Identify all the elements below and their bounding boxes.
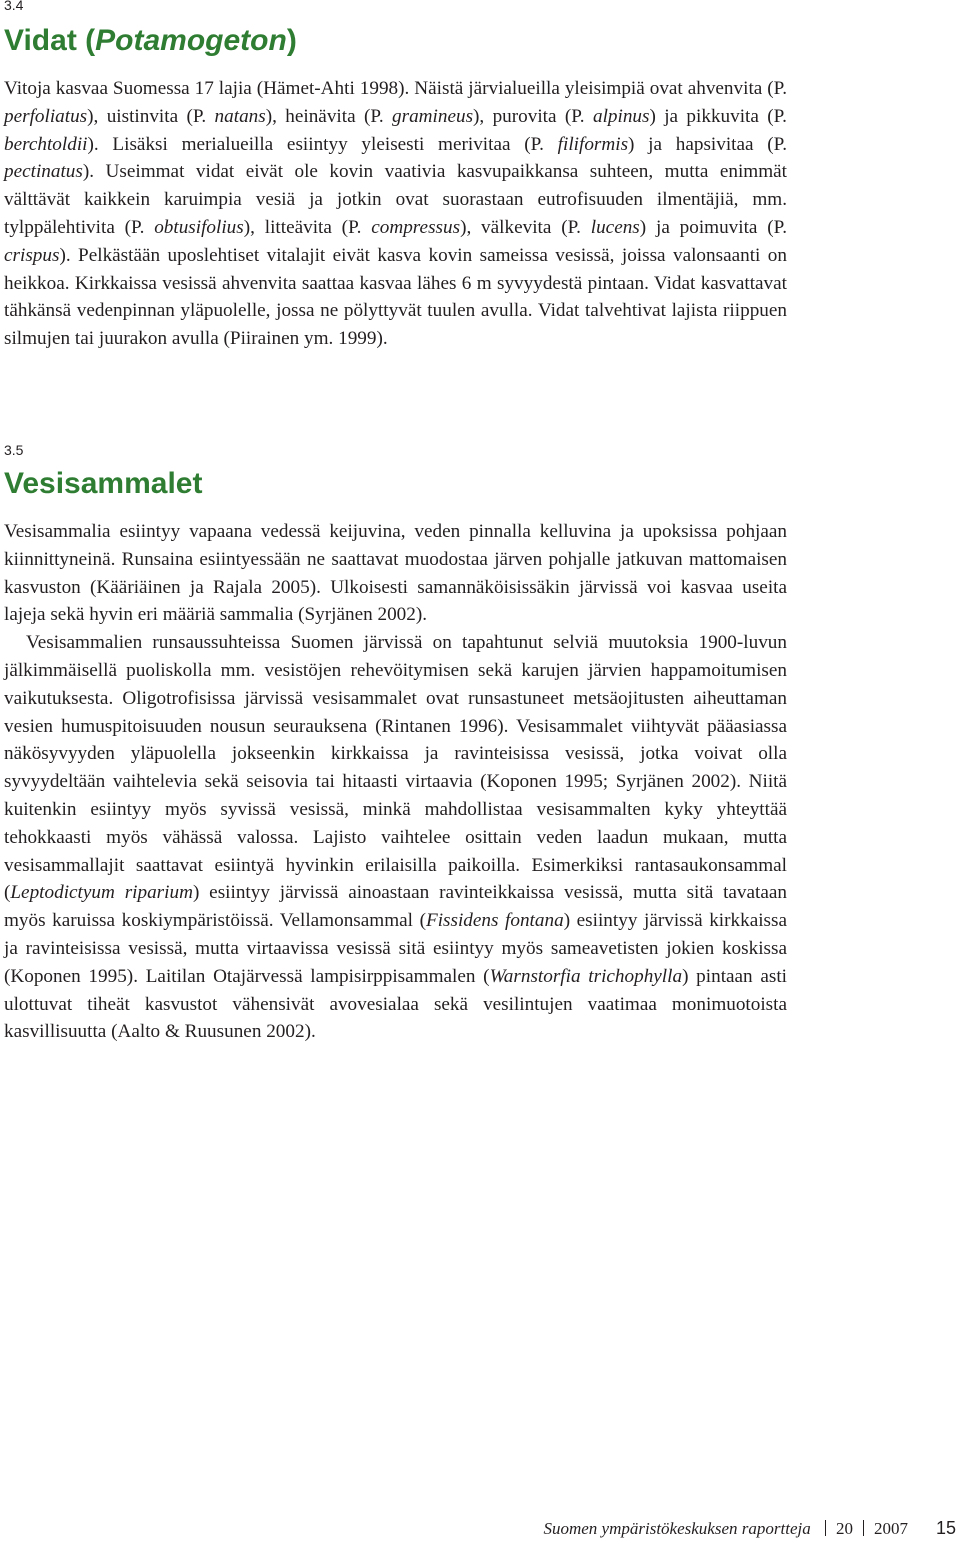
italic-term: pectinatus [4,161,83,183]
heading-text: Vesisammalet [4,467,203,500]
section-body [4,75,787,353]
footer-divider [825,1520,826,1536]
page-footer [543,1516,956,1541]
heading-close: ) [286,24,297,57]
footer-report-number: 20 [835,1519,853,1538]
text-run: ) pintaan asti ulottuvat tiheät kasvustot vähensivät avovesialaa sekä vesilintujen vaatimaa monimuotoista kasvillisuutta (Aalto & Ruusunen 2002). [4,965,787,1043]
heading-text: Vidat ( [4,24,96,57]
text-run: Vesisammalia esiintyy vapaana vedessä keijuvina, veden pinnalla kelluvina ja upoksissa pohjaan kiinnittyneinä. Runsaina esiintyessään ne saattavat muodostaa järven pohjalle jatkuvan mattomaisen kasvuston (Kääriäinen ja Rajala 2005). Ulkoisesti samannäköisissäkin järvissä voi kasvaa useita lajeja sekä hyvin eri määriä sammalia (Syrjänen 2002). [4,521,787,626]
italic-term: compressus [371,216,461,238]
text-run: ), litteävita (P. [243,216,372,238]
italic-term: obtusifolius [154,216,244,238]
footer-divider [863,1520,864,1536]
section-number: 3.5 [4,442,24,458]
italic-term: filiformis [557,133,629,155]
section-number: 3.4 [4,0,24,13]
heading-italic-text: Potamogeton [95,24,287,57]
text-run: ) esiintyy järvissä ainoastaan ravinteikkaissa vesissä, mutta sitä tavataan myös karuissa koskiympäristöissä. Vellamonsammal ( [4,882,788,932]
footer-series-name: Suomen ympäristökeskuksen raportteja [543,1519,811,1538]
text-run: ). Useimmat vidat eivät ole kovin vaativia kasvupaikkansa suhteen, mutta enimmät välttävät kaikkein karuimpia vesiä ja jotkin ovat suorastaan eutrofisuuden ilmentäjiä, mm. tylppälehtivita (P. [4,161,787,238]
text-run: ) ja poimuvita (P. [639,216,787,238]
section-body [4,518,787,1046]
section-heading [4,23,297,59]
italic-term: lucens [590,216,640,238]
footer-year: 2007 [873,1519,908,1538]
text-run: ), välkevita (P. [460,216,591,238]
text-run: ) ja hapsivitaa (P. [628,133,787,155]
body-paragraph [4,75,787,353]
text-run: ) ja pikkuvita (P. [649,105,787,127]
italic-term: berchtoldii [4,133,88,155]
italic-term: gramineus [392,105,474,127]
text-run: ), heinävita (P. [265,105,393,127]
text-run: ) esiintyy järvissä kirkkaissa ja ravinteisissa vesissä, mutta virtaavissa vesissä sitä esiintyy myös sameavetisten jokien koskissa (Koponen 1995). Laitilan Otajärvessä lampisirppisammalen ( [4,910,788,987]
text-run: Vitoja kasvaa Suomessa 17 lajia (Hämet-Ahti 1998). Näistä järvialueilla yleisimpiä ovat ahvenvita (P. [4,78,787,99]
text-run: ), purovita (P. [473,105,593,127]
body-paragraph [4,518,787,629]
text-run: ). Pelkästään uposlehtiset vitalajit eivät kasva kovin sameissa vesissä, joissa valonsaanti on heikkoa. Kirkkaissa vesissä ahvenvita saattaa kasvaa lähes 6 m syvyydestä pintaan. Vidat kasvattavat tähkänsä vedenpinnan yläpuolelle, jossa ne pölyttyvät tuulen avulla. Vidat talvehtivat lajista riippuen silmujen tai juurakon avulla (Piirainen ym. 1999). [4,244,787,350]
section-heading [4,466,202,502]
italic-term: alpinus [592,105,650,127]
italic-term: Warnstorfia trichophylla [489,965,683,987]
italic-term: Fissidens fontana [425,910,564,932]
text-run: ), uistinvita (P. [87,105,215,127]
italic-term: perfoliatus [4,105,88,127]
page-number: 15 [935,1518,956,1538]
text-run: Vesisammalien runsaussuhteissa Suomen järvissä on tapahtunut selviä muutoksia 1900-luvun jälkimmäisellä puoliskolla mm. vesistöjen rehevöitymisen sekä karujen järvien happamoitumisen vaikutuksesta. Oligotrofisissa järvissä vesisammalet ovat runsastuneet metsäojitusten aiheuttaman vesien humuspitoisuuden nousun seurauksena (Rintanen 1996). Vesisammalet viihtyvät pääasiassa näkösyvyyden yläpuolella jokseenkin kirkkaissa ja ravinteisissa vesissä, jotka voivat olla syvyydeltään vaihtelevia sekä seisovia tai hitaasti virtaavia (Koponen 1995; Syrjänen 2002). Niitä kuitenkin esiintyy myös syvissä vesissä, minkä mahdollistaa vesisammalten kyky yhteyttää tehokkaasti myös vähässä valossa. Lajisto vaihtelee osittain veden laadun mukaan, mutta vesisammallajit saattavat esiintyä hyvinkin erilaisilla paikoilla. Esimerkiksi rantasaukonsammal ( [4,632,787,904]
italic-term: Leptodictyum riparium [10,882,193,904]
text-run: ). Lisäksi merialueilla esiintyy yleisesti merivitaa (P. [87,133,558,155]
body-paragraph [4,629,787,1046]
italic-term: crispus [4,244,60,266]
italic-term: natans [214,105,266,127]
